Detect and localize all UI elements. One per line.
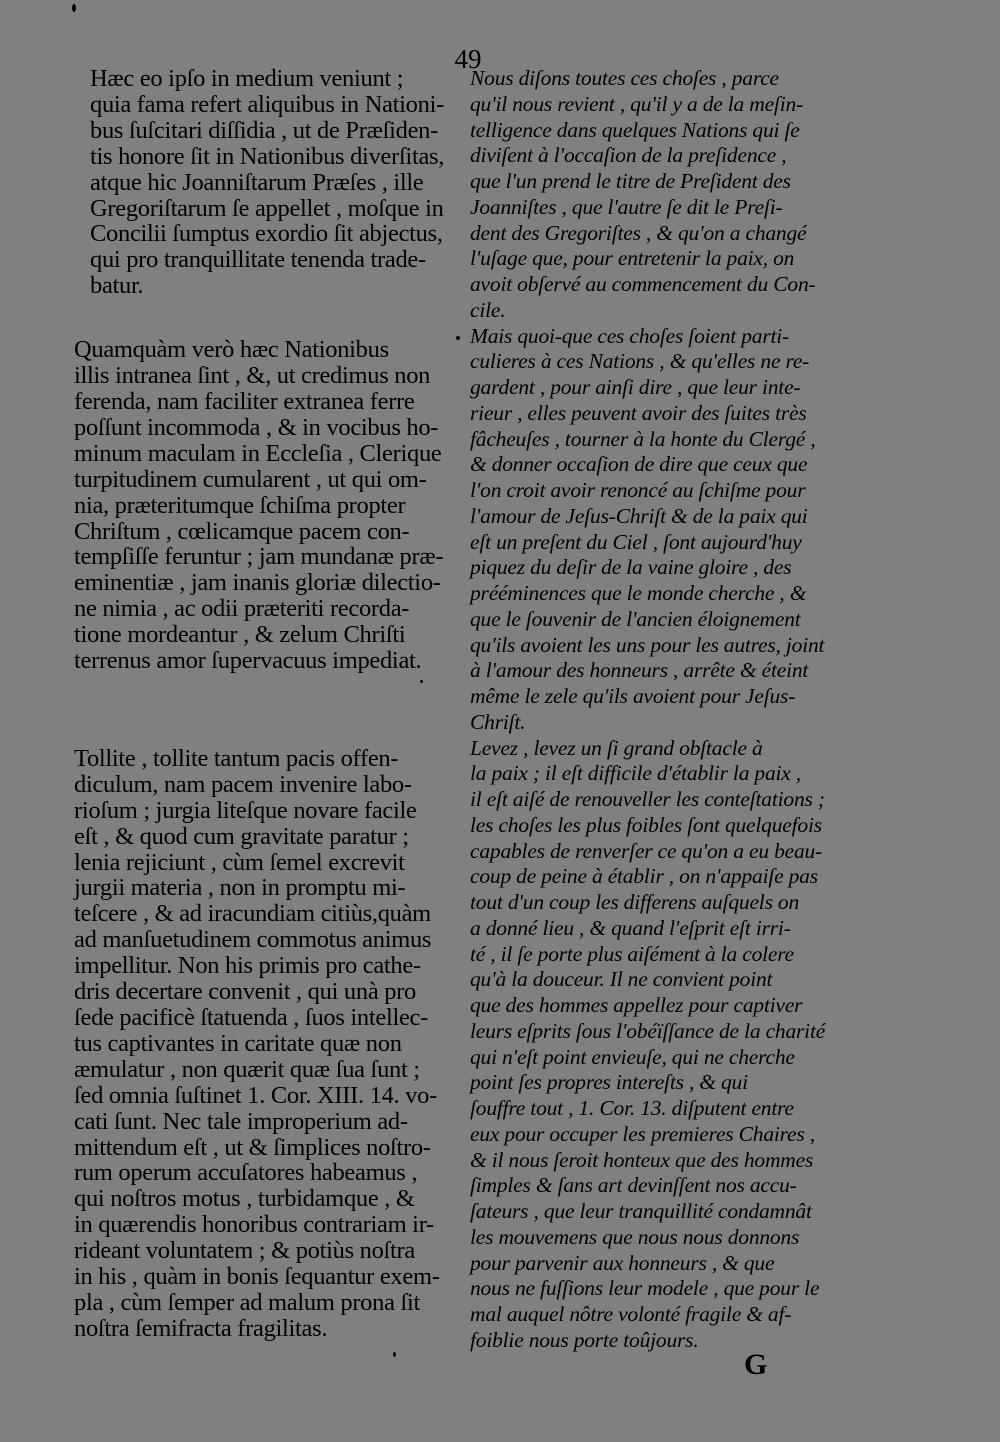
text-line: Mais quoi-que ces choſes ſoient parti- xyxy=(470,323,790,348)
text-line: diviſent à l'occaſion de la preſidence , xyxy=(470,143,787,168)
text-line: Quamquàm verò hæc Nationibus xyxy=(74,336,389,364)
text-line: ferenda, nam faciliter extranea ferre xyxy=(74,387,415,415)
text-line: Chriſt. xyxy=(470,709,526,734)
text-line: tus captivantes in caritate quæ non xyxy=(74,1029,402,1057)
text-line: turpitudinem cumularent , ut qui om- xyxy=(74,465,427,493)
text-line: mal auquel nôtre volonté fragile & af- xyxy=(470,1302,792,1326)
text-line: les choſes les plus foibles ſont quelquefois xyxy=(470,812,822,837)
latin-paragraph-3 xyxy=(74,746,458,1342)
text-line: bus ſuſcitari diſſidia , ut de Præſiden- xyxy=(90,116,438,144)
text-line: diculum, nam pacem invenire labo- xyxy=(74,770,412,798)
text-line: a donné lieu , & quand l'eſprit eſt irri- xyxy=(470,915,791,940)
text-line: que l'un prend le titre de Preſident des xyxy=(470,169,791,193)
text-line: cati ſunt. Nec tale improperium ad- xyxy=(74,1107,408,1135)
text-line: ad manſuetudinem commotus animus xyxy=(74,926,432,954)
latin-paragraph-2 xyxy=(74,337,458,674)
text-line: qu'il nous revient , qu'il y a de la meſin- xyxy=(470,91,803,116)
text-line: qui pro tranquillitate tenenda trade- xyxy=(90,246,426,274)
text-line: atque hic Joanniſtarum Præſes , ille xyxy=(90,168,424,196)
text-line: mittendum eſt , ut & ſimplices noſtro- xyxy=(74,1133,431,1161)
text-line: tempſiſſe feruntur ; jam mundanæ præ- xyxy=(74,543,444,571)
text-line: té , il ſe porte plus aiſément à la colere xyxy=(470,941,794,966)
text-line: l'on croit avoir renoncé au ſchiſme pour xyxy=(470,478,806,502)
text-line: Nous diſons toutes ces choſes , parce xyxy=(470,66,779,90)
french-paragraph-2 xyxy=(470,324,860,736)
text-line: que le ſouvenir de l'ancien éloignement xyxy=(470,606,801,631)
latin-column xyxy=(74,66,458,1342)
text-line: ſed omnia ſuſtinet 1. Cor. XIII. 14. vo- xyxy=(74,1081,437,1109)
text-line: Hæc eo ipſo in medium veniunt ; xyxy=(90,65,404,92)
text-line: noſtra ſemifracta fragilitas. xyxy=(74,1314,328,1342)
french-column xyxy=(470,66,860,1354)
text-line: gardent , pour ainſi dire , que leur inte- xyxy=(470,375,801,399)
text-line: eſt un preſent du Ciel , ſont aujourd'huy xyxy=(470,529,802,554)
text-line: terrenus amor ſupervacuus impediat. xyxy=(74,647,422,675)
text-line: l'uſage que, pour entretenir la paix, on xyxy=(470,246,795,271)
text-line: même le zele qu'ils avoient pour Jeſus- xyxy=(470,684,796,708)
text-line: pla , cùm ſemper ad malum prona ſit xyxy=(74,1288,421,1316)
text-line: Concilii ſumptus exordio ſit abjectus, xyxy=(90,220,443,248)
text-line: ſimples & ſans art devinſſent nos accu- xyxy=(470,1173,797,1198)
ink-speck xyxy=(456,336,460,340)
text-line: lenia rejiciunt , cùm ſemel excrevit xyxy=(74,848,405,876)
text-line: Gregoriſtarum ſe appellet , moſque in xyxy=(90,194,444,222)
text-line: cile. xyxy=(470,297,506,322)
text-line: piquez du deſir de la vaine gloire , des xyxy=(470,555,792,580)
text-line: à l'amour des honneurs , arrête & éteint xyxy=(470,658,809,683)
text-line: capables de renverſer ce qu'on a eu beau- xyxy=(470,838,823,863)
ink-speck xyxy=(72,4,76,12)
text-line: illis intranea ſint , &, ut credimus non xyxy=(74,362,431,390)
text-line: il eſt aiſé de renouveller les conteſtations ; xyxy=(470,787,825,811)
text-line: foiblie nous porte toûjours. xyxy=(470,1327,699,1352)
text-line: eux pour occuper les premieres Chaires , xyxy=(470,1121,815,1146)
text-line: leurs eſprits ſous l'obéïſſance de la charité xyxy=(470,1018,826,1043)
text-line: nous ne fuſſions leur modele , que pour le xyxy=(470,1276,820,1301)
page-number: 49 xyxy=(454,44,482,74)
latin-paragraph-1 xyxy=(90,66,458,299)
text-line: l'amour de Jeſus-Chriſt & de la paix qui xyxy=(470,503,808,528)
text-line: æmulatur , non quærit quæ ſua ſunt ; xyxy=(74,1055,420,1083)
text-line: avoit obſervé au commencement du Con- xyxy=(470,272,816,296)
text-line: & donner occaſion de dire que ceux que xyxy=(470,452,808,477)
text-line: tout d'un coup les differens auſquels on xyxy=(470,890,800,914)
text-line: eſt , & quod cum gravitate paratur ; xyxy=(74,822,409,850)
text-line: poſſunt incommoda , & in vocibus ho- xyxy=(74,413,439,441)
text-line: dris decertare convenit , qui unà pro xyxy=(74,978,416,1006)
text-line: teſcere , & ad iracundiam citiùs,quàm xyxy=(74,900,431,928)
text-line: la paix ; il eſt difficile d'établir la paix , xyxy=(470,761,801,786)
text-line: coup de peine à établir , on n'appaiſe pas xyxy=(470,864,818,889)
text-line: tis honore ſit in Nationibus diverſitas, xyxy=(90,142,445,170)
text-line: in quærendis honoribus contrariam ir- xyxy=(74,1211,434,1239)
ink-speck xyxy=(420,680,423,683)
text-line: Tollite , tollite tantum pacis offen- xyxy=(74,744,399,772)
text-line: impellitur. Non his primis pro cathe- xyxy=(74,952,421,980)
text-line: Chriſtum , cœlicamque pacem con- xyxy=(74,517,410,545)
text-line: nia, præteritumque ſchiſma propter xyxy=(74,491,406,519)
text-line: rum operum accuſatores habeamus , xyxy=(74,1159,418,1187)
french-paragraph-3 xyxy=(470,736,860,1354)
text-line: ſouffre tout , 1. Cor. 13. diſputent entre xyxy=(470,1096,794,1120)
text-line: les mouvemens que nous nous donnons xyxy=(470,1224,800,1249)
text-line: & il nous ſeroit honteux que des hommes xyxy=(470,1147,814,1172)
text-line: rieur , elles peuvent avoir des ſuites très xyxy=(470,400,807,425)
text-line: dent des Gregoriſtes , & qu'on a changé xyxy=(470,220,807,245)
text-line: culieres à ces Nations , & qu'elles ne re- xyxy=(470,349,810,374)
text-line: ſateurs , que leur tranquillité condamnât xyxy=(470,1199,812,1223)
text-line: ne nimia , ac odii præteriti recorda- xyxy=(74,595,410,623)
text-line: qu'ils avoient les uns pour les autres, joint xyxy=(470,632,825,657)
text-line: fâcheuſes , tourner à la honte du Clergé , xyxy=(470,426,816,451)
text-line: point ſes propres intereſts , & qui xyxy=(470,1070,748,1095)
text-line: ſede pacificè ſtatuenda , ſuos intellec- xyxy=(74,1004,428,1031)
french-paragraph-1 xyxy=(470,66,860,324)
text-line: minum maculam in Eccleſia , Clerique xyxy=(74,439,442,467)
text-line: tione mordeantur , & zelum Chriſti xyxy=(74,621,406,649)
text-line: eminentiæ , jam inanis gloriæ dilectio- xyxy=(74,569,441,597)
text-line: qui n'eſt point envieuſe, qui ne cherche xyxy=(470,1044,795,1069)
text-line: telligence dans quelques Nations qui ſe xyxy=(470,117,800,142)
text-line: rideant voluntatem ; & potiùs noſtra xyxy=(74,1237,415,1265)
text-line: qu'à la douceur. Il ne convient point xyxy=(470,967,773,992)
text-line: in his , quàm in bonis ſequantur exem- xyxy=(74,1263,440,1291)
text-line: Levez , levez un ſi grand obſtacle à xyxy=(470,735,763,760)
text-line: quia fama refert aliquibus in Nationi- xyxy=(90,90,444,118)
text-line: pour parvenir aux honneurs , & que xyxy=(470,1250,775,1275)
text-line: Joanniſtes , que l'autre ſe dit le Preſi- xyxy=(470,194,783,219)
text-line: qui noſtros motus , turbidamque , & xyxy=(74,1185,415,1213)
text-line: jurgii materia , non in promptu mi- xyxy=(74,874,406,902)
text-line: que des hommes appellez pour captiver xyxy=(470,993,803,1017)
text-line: prééminences que le monde cherche , & xyxy=(470,581,807,605)
ink-speck xyxy=(393,1352,396,1357)
catchword: G xyxy=(744,1348,768,1381)
text-line: rioſum ; jurgia liteſque novare facile xyxy=(74,796,417,824)
text-line: batur. xyxy=(90,272,144,300)
